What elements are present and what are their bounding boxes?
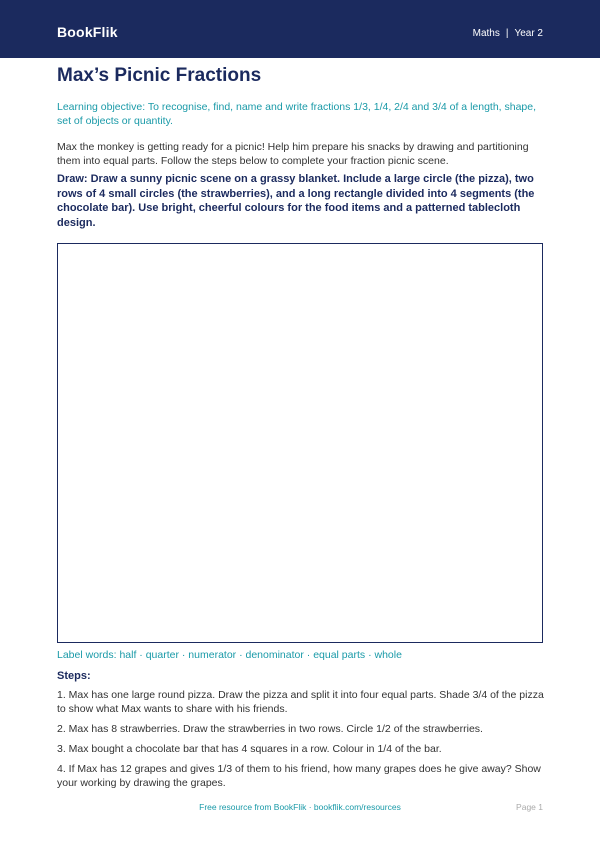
steps-list [57, 688, 547, 796]
label-words: Label words: half · quarter · numerator · denominator · equal parts · whole [57, 649, 402, 661]
year-label: Year 2 [514, 28, 543, 39]
step-item-2: 2. Max has 8 strawberries. Draw the strawberries in two rows. Circle 1/2 of the strawberries. [57, 723, 483, 735]
subject-label: Maths [472, 28, 500, 39]
learning-objective: Learning objective: To recognise, find, name and write fractions 1/3, 1/4, 2/4 and 3/4 of a length, shape, set of objects or quantity. [57, 101, 537, 127]
page-number: Page 1 [516, 802, 543, 812]
draw-instructions: Draw: Draw a sunny picnic scene on a grassy blanket. Include a large circle (the pizza), two rows of 4 small circles (the strawberries), and a long rectangle divided into 4 segments (the chocolate bar). Use bright, cheerful colours for the food items and a patterned tablecloth design. [57, 173, 535, 229]
meta-separator: | [505, 28, 509, 39]
brand-logo-text[interactable]: BookFlik [57, 24, 118, 40]
page-title: Max’s Picnic Fractions [57, 65, 262, 86]
step-item-1: 1. Max has one large round pizza. Draw the pizza and split it into four equal parts. Shade 3/4 of the pizza to show what Max wants to share with his friends. [57, 689, 544, 715]
drawing-area[interactable] [57, 243, 543, 643]
footer-resource-link[interactable]: Free resource from BookFlik · bookflik.com/resources [199, 802, 401, 812]
intro-paragraph: Max the monkey is getting ready for a picnic! Help him prepare his snacks by drawing and partitioning them into equal parts. Follow the steps below to complete your fraction picnic scene. [57, 141, 529, 167]
step-item-3: 3. Max bought a chocolate bar that has 4 squares in a row. Colour in 1/4 of the bar. [57, 743, 442, 755]
steps-heading: Steps: [57, 670, 91, 682]
step-item-4: 4. If Max has 12 grapes and gives 1/3 of them to his friend, how many grapes does he give away? Show your working by drawing the grapes. [57, 763, 541, 789]
header-meta [473, 28, 543, 39]
site-header [0, 0, 600, 58]
